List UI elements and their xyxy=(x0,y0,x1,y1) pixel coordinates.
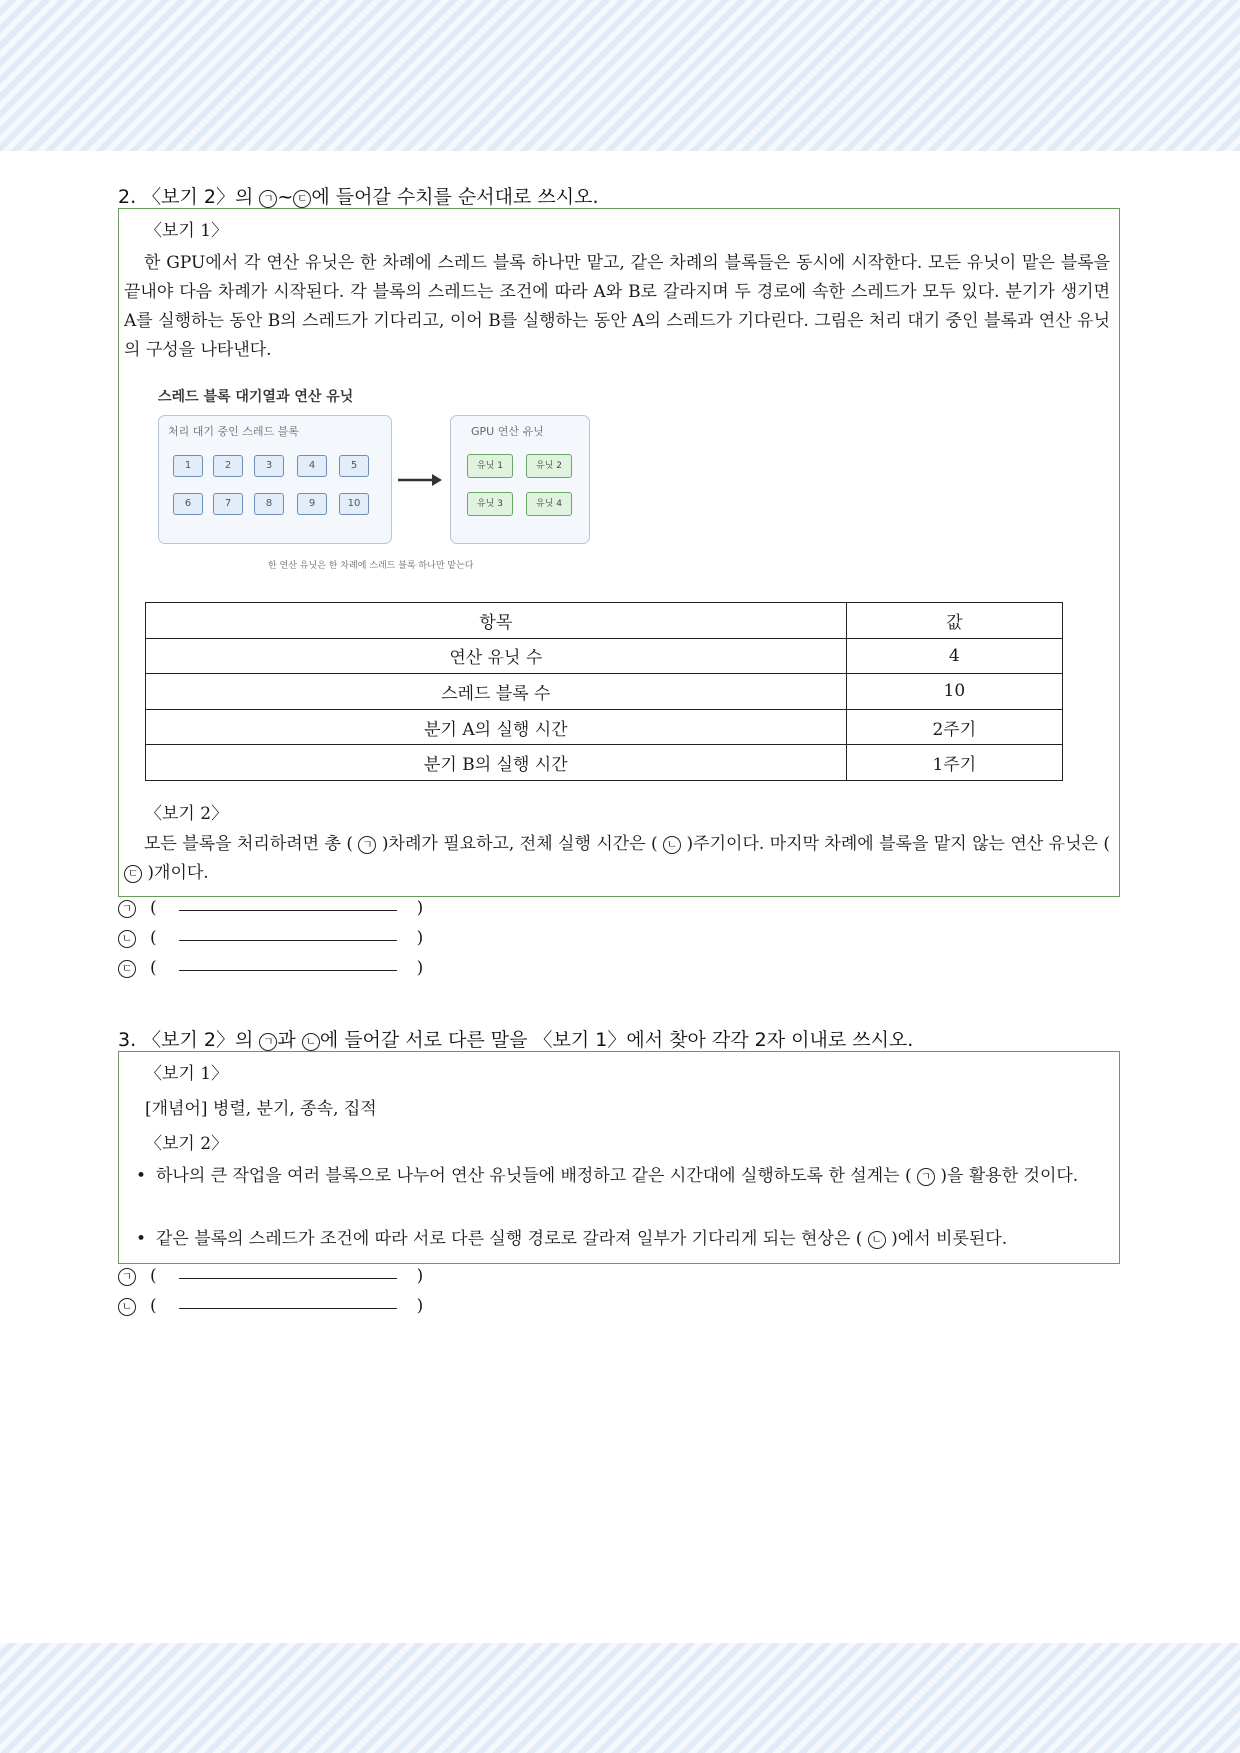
table-row xyxy=(146,674,1063,710)
circle-a-icon: ㄱ xyxy=(118,1268,136,1286)
thread-block: 6 xyxy=(173,493,203,515)
table-cell: 연산 유닛 수 xyxy=(146,638,847,674)
table-cell: 분기 A의 실행 시간 xyxy=(146,709,847,745)
circle-c-icon: ㄷ xyxy=(118,960,136,978)
table-cell: 4 xyxy=(846,638,1062,674)
table-cell: 1주기 xyxy=(846,745,1062,781)
block-queue-label: 처리 대기 중인 스레드 블록 xyxy=(168,425,299,438)
gpu-unit: 유닛 1 xyxy=(467,454,513,478)
answer-blank[interactable] xyxy=(179,909,397,911)
circle-a-icon: ㄱ xyxy=(118,900,136,918)
data-table xyxy=(145,602,1063,781)
circle-a-icon: ㄱ xyxy=(917,1168,935,1186)
circle-b-icon: ㄴ xyxy=(663,836,681,854)
answer-line-b[interactable]: ㄴ ( ) xyxy=(118,1296,423,1316)
circle-b-icon: ㄴ xyxy=(118,930,136,948)
q2-bogi1-label: 〈보기 1〉 xyxy=(145,221,229,241)
figure-title: 스레드 블록 대기열과 연산 유닛 xyxy=(158,389,354,405)
thread-block: 2 xyxy=(213,455,243,477)
thread-block: 10 xyxy=(339,493,369,515)
arrow-right-icon xyxy=(396,470,444,490)
question-2-title: 2. 〈보기 2〉의 ㄱ ~ ㄷ 에 들어갈 수치를 순서대로 쓰시오. xyxy=(118,186,599,208)
table-row xyxy=(146,745,1063,781)
answer-line-a[interactable]: ㄱ ( ) xyxy=(118,1266,423,1286)
answer-blank[interactable] xyxy=(179,1277,397,1279)
gpu-unit: 유닛 4 xyxy=(526,492,572,516)
answer-line-a[interactable]: ㄱ ( ) xyxy=(118,898,423,918)
table-row xyxy=(146,709,1063,745)
question-3-title: 3. 〈보기 2〉의 ㄱ 과 ㄴ 에 들어갈 서로 다른 말을 〈보기 1〉에서 찾아 각각 2자 이내로 쓰시오. xyxy=(118,1029,914,1051)
table-header-cell: 값 xyxy=(846,603,1062,639)
q3-concepts: [개념어] 병렬, 분기, 종속, 집적 xyxy=(145,1099,377,1119)
footer-band xyxy=(0,1643,1240,1753)
circle-b-icon: ㄴ xyxy=(118,1298,136,1316)
thread-block: 1 xyxy=(173,455,203,477)
thread-block: 9 xyxy=(297,493,327,515)
table-cell: 10 xyxy=(846,674,1062,710)
gpu-unit: 유닛 3 xyxy=(467,492,513,516)
thread-block: 7 xyxy=(213,493,243,515)
circle-c-icon: ㄷ xyxy=(293,190,311,208)
circle-b-icon: ㄴ xyxy=(868,1231,886,1249)
circle-c-icon: ㄷ xyxy=(124,865,142,883)
q3-bogi2-label: 〈보기 2〉 xyxy=(145,1134,229,1154)
circle-a-icon: ㄱ xyxy=(259,190,277,208)
table-cell: 스레드 블록 수 xyxy=(146,674,847,710)
header-band xyxy=(0,0,1240,151)
q2-bogi2-label: 〈보기 2〉 xyxy=(145,804,229,824)
table-cell: 분기 B의 실행 시간 xyxy=(146,745,847,781)
table-header-row xyxy=(146,603,1063,639)
gpu-unit: 유닛 2 xyxy=(526,454,572,478)
table-row xyxy=(146,638,1063,674)
thread-block: 5 xyxy=(339,455,369,477)
circle-a-icon: ㄱ xyxy=(358,836,376,854)
thread-block: 8 xyxy=(254,493,284,515)
answer-line-b[interactable]: ㄴ ( ) xyxy=(118,928,423,948)
answer-blank[interactable] xyxy=(179,939,397,941)
answer-blank[interactable] xyxy=(179,969,397,971)
table-header-cell: 항목 xyxy=(146,603,847,639)
table-cell: 2주기 xyxy=(846,709,1062,745)
circle-b-icon: ㄴ xyxy=(302,1033,320,1051)
thread-block: 3 xyxy=(254,455,284,477)
circle-a-icon: ㄱ xyxy=(259,1033,277,1051)
q3-bullet-2: • 같은 블록의 스레드가 조건에 따라 서로 다른 실행 경로로 갈라져 일부가 기다리게 되는 현상은 ( ㄴ )에서 비롯된다. xyxy=(135,1229,1008,1249)
thread-block: 4 xyxy=(297,455,327,477)
figure-caption: 한 연산 유닛은 한 차례에 스레드 블록 하나만 맡는다 xyxy=(268,561,474,571)
q3-bogi1-label: 〈보기 1〉 xyxy=(145,1064,229,1084)
q2-bogi1-text: 한 GPU에서 각 연산 유닛은 한 차례에 스레드 블록 하나만 맡고, 같은 차례의 블록들은 동시에 시작한다. 모든 유닛이 맡은 블록을 끝내야 다음 차례가 시작된다. 각 블록의 스레드는 조건에 따라 A와 B로 갈라지며 두 경로에 속한 스레드가 모두 있다. 분기가 생기면 A를 실행하는 동안 B의 스레드가 기다리고, 이어 B를 실행하는 동안 A의 스레드가 기다린다. 그림은 처리 대기 중인 블록과 연산 유닛의 구성을 나타낸다. xyxy=(124,253,1110,360)
gpu-units-label: GPU 연산 유닛 xyxy=(471,425,544,438)
answer-blank[interactable] xyxy=(179,1307,397,1309)
answer-line-c[interactable]: ㄷ ( ) xyxy=(118,958,423,978)
q3-bullet-1: • 하나의 큰 작업을 여러 블록으로 나누어 연산 유닛들에 배정하고 같은 시간대에 실행하도록 한 설계는 ( ㄱ )을 활용한 것이다. xyxy=(135,1166,1079,1186)
q2-bogi2-text: 모든 블록을 처리하려면 총 ( ㄱ )차례가 필요하고, 전체 실행 시간은 ( ㄴ )주기이다. 마지막 차례에 블록을 맡지 않는 연산 유닛은 ( ㄷ )개이다. xyxy=(124,830,1110,888)
